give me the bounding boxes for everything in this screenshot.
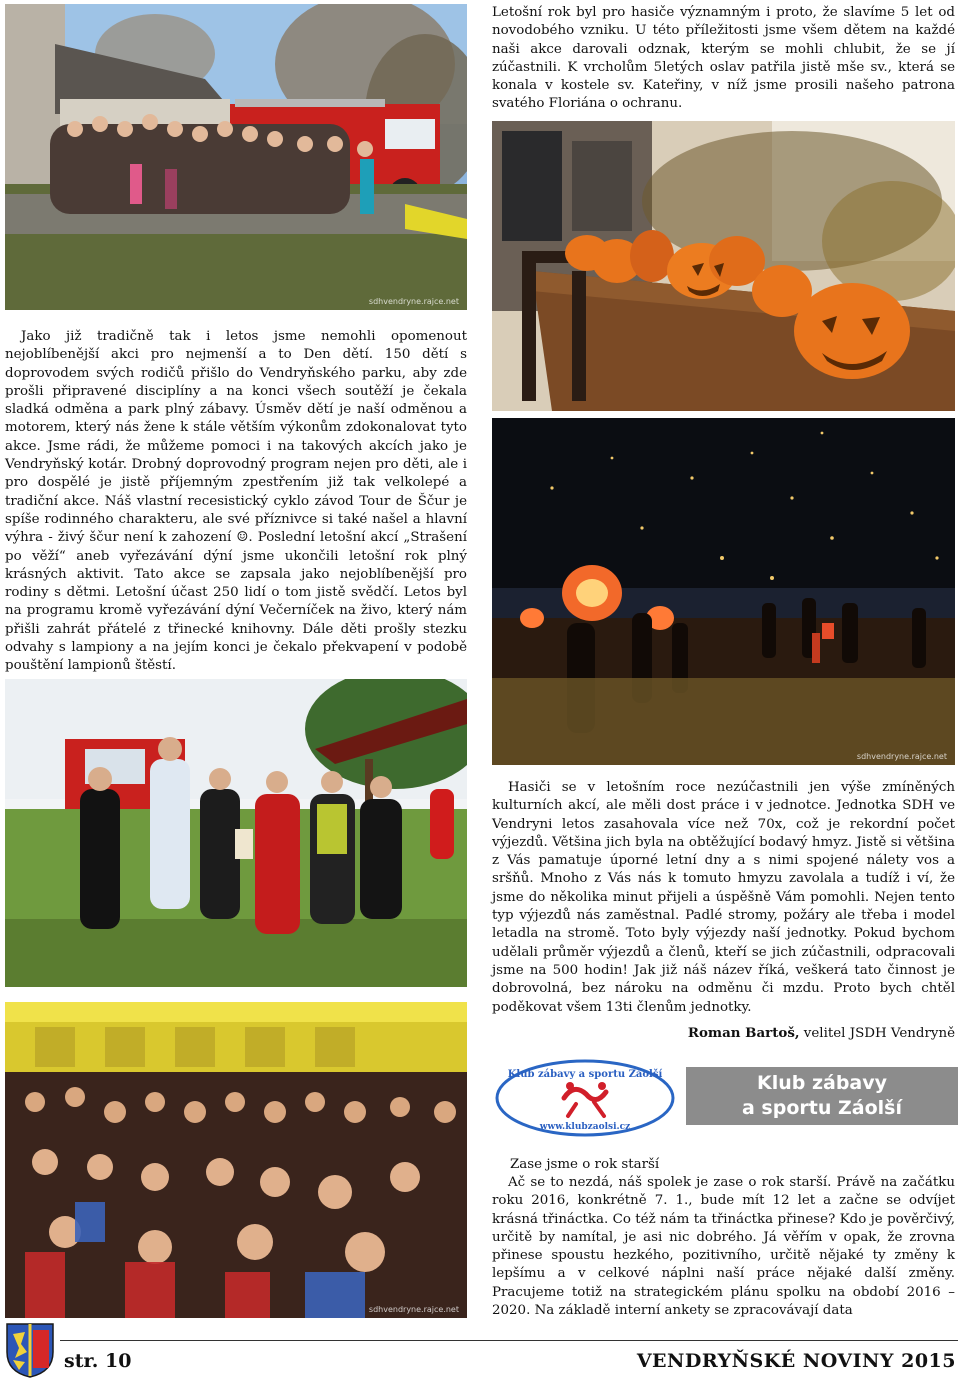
footer-rule [60, 1340, 958, 1341]
author-name: Roman Bartoš, [687, 1025, 800, 1041]
photo-group-fire-truck [5, 4, 467, 310]
photo-audience-hall [5, 1002, 467, 1318]
club-logo-text: Klub zábavy a sportu Záolší [507, 1069, 663, 1080]
intro-paragraph: Letošní rok byl pro hasiče významným i proto, že slavíme 5 let od novodobého vzniku. U této příležitosti jsme všem dětem na každé naši akce darovali odznak, kterým se mohli chlubit, že se jí zúčastnili. K vrcholům 5letých oslav patřila jistě mše sv., která se konala v kostele sv. Kateřiny, v níž jsme prosili našeho patrona svatého Floriána o ochranu. [492, 5, 955, 112]
club-banner-line1: Klub zábavy [756, 1072, 888, 1094]
photo-firefighters-team [5, 679, 467, 987]
article-signature [492, 1024, 955, 1043]
municipal-coat-of-arms [5, 1322, 55, 1378]
page-number: str. 10 [64, 1350, 132, 1372]
club-banner [686, 1067, 958, 1125]
photo-carved-pumpkins [492, 121, 955, 411]
photo-sky-lanterns [492, 418, 955, 765]
photo-watermark: sdhvendryne.rajce.net [368, 297, 459, 306]
club-logo-url: www.klubzaolsi.cz [539, 1122, 631, 1132]
newspaper-title: VENDRYŇSKÉ NOVINY 2015 [636, 1350, 956, 1372]
events-paragraph: Jako již tradičně tak i letos jsme nemohli opomenout nejoblíbenější akci pro nejmenší a to Den dětí. 150 dětí s doprovodem svých rodičů přišlo do Vendryňského parku, aby zde prošli připravené disciplíny a na konci všech soutěží je čekala sladká odměna a park plný zábavy. Úsměv dětí je naší odměnou a motorem, který nás žene k stále větším výkonům zdokonalovat tyto akce. Jsme rádi, že můžeme pomoci i na takových akcích jako je Vendryňský kotár. Drobný doprovodný program nejen pro děti, ale i pro dospělé je jistě příjemným zpestřením již tak velkolepé a tradiční akce. Náš vlastní recesistický cyklo závod Tour de Ščur je spíše rodinného charakteru, ale své příznivce si také našel a hlavní výhra - živý ščur není k zahození ☺. Poslední letošní akcí „Strašení po věží“ aneb vyřezávání dýní jsme ukončili letošní rok plný krásných aktivit. Tato akce se zapsala jako nejoblíbenější pro rodiny s dětmi. Letošní účast 250 lidí o tom jistě svědčí. Letos byl na programu kromě vyřezávání dýní Večerníček na živo, který nám přišli zahrát přátelé z třinecké knihovny. Dále děti prošly stezku odvahy s lampiony a na jejím konci je čekalo překvapení v podobě pouštění lampionů štěstí. [5, 329, 467, 674]
club-logo [494, 1058, 676, 1138]
club-paragraph: Ač se to nezdá, náš spolek je zase o rok starší. Právě na začátku roku 2016, konkrétně 7. 1., bude mít 12 let a začne se odvíjet krásná třináctka. Co též nám ta třináctka přinese? Kdo je pověrčivý, určitě by namítal, je asi nic dobrého. Já věřím v opak, že zrovna přinese spoustu hezkého, pozitivního, určitě nějaké ty změny k lepšímu a v celkové náplni naší práce nějaké další změny. Pracujeme totiž na strategickém plánu spolku na období 2016 – 2020. Na základě interní ankety se zpracovávají data [492, 1175, 955, 1319]
club-banner-line2: a sportu Záolší [742, 1097, 902, 1119]
club-subheading: Zase jsme o rok starší [510, 1157, 660, 1172]
photo-watermark: sdhvendryne.rajce.net [368, 1305, 459, 1314]
photo-watermark: sdhvendryne.rajce.net [856, 752, 947, 761]
author-role: velitel JSDH Vendryně [799, 1026, 955, 1041]
unit-paragraph: Hasiči se v letošním roce nezúčastnili jen výše zmíněných kulturních akcí, ale měli dost práce i v jednotce. Jednotka SDH ve Vendryni letos zasahovala více než 70x, což je rekordní počet výjezdů. Většina jich byla na obtěžující bodavý hmyz. Jistě si většina z Vás pamatuje úporné letní dny a s nimi spojené nálety vos a sršňů. Mnoho z Vás nás k tomuto hmyzu zavolala a tudíž i ví, že jsme do několika minut přijeli a úspěšně Vám pomohli. Nejen tento typ výjezdů nás zaměstnal. Padlé stromy, požáry ale třeba i model letadla na stromě. Toto byly výjezdy naší jednotky. Pokud bychom udělali průměr výjezdů a členů, kteří se jich zúčastnili, odpracovali jsme na 500 hodin! Jak již náš název říká, veškerá tato činnost je dobrovolná, bez nároku na odměnu či mzdu. Proto bych chtěl poděkovat všem 13ti členům jednotky. [492, 780, 955, 1015]
